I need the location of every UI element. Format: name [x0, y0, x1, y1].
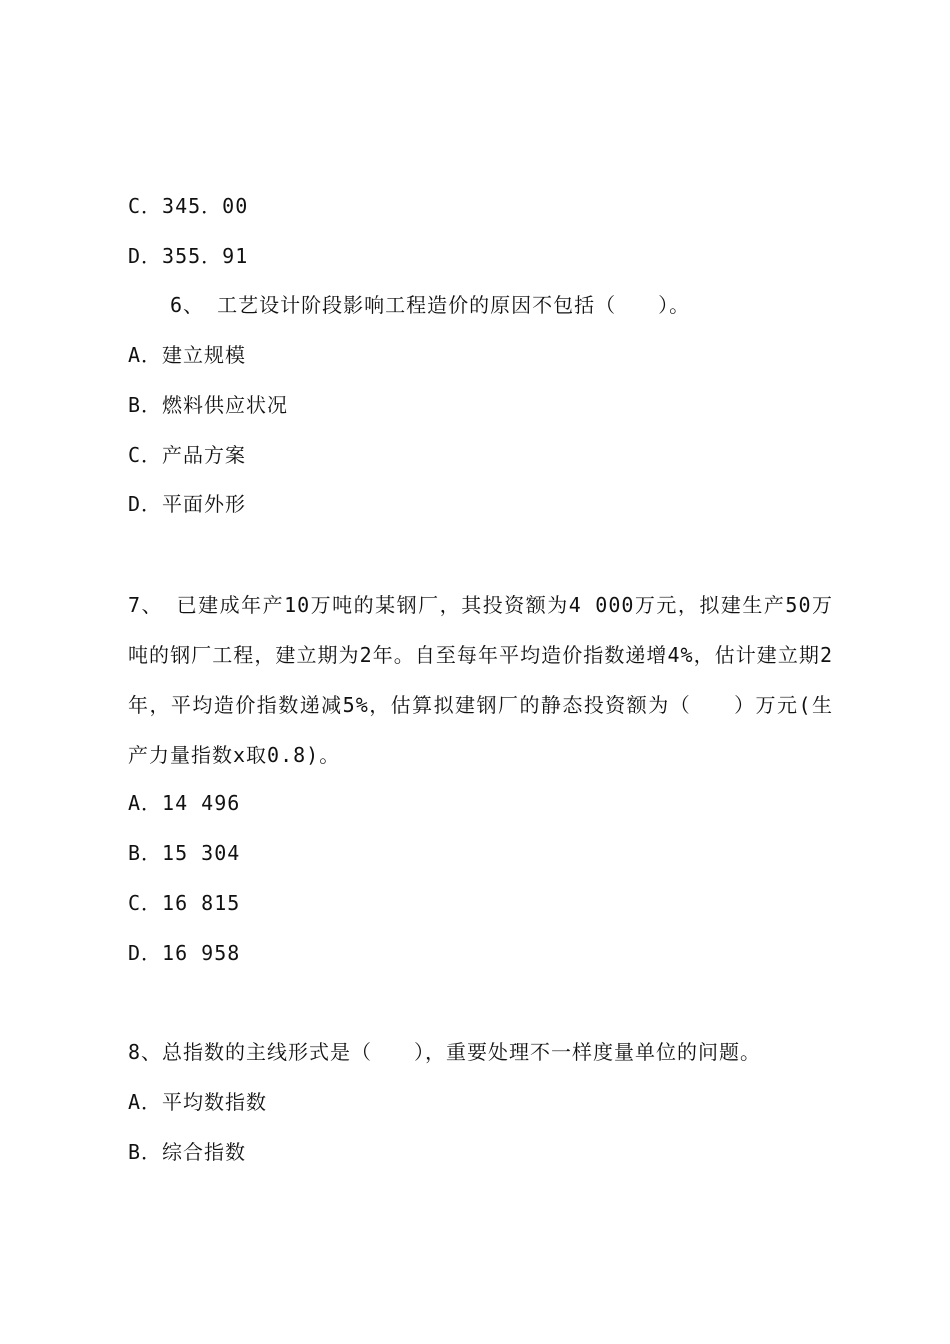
- q5-option-d: D．355．91: [128, 244, 249, 268]
- q7-stem: 7、 已建成年产10万吨的某钢厂，其投资额为4 000万元，拟建生产50万吨的钢厂工程，建立期为2年。自至每年平均造价指数递增4%，估计建立期2年，平均造价指数递减5%，估算拟建钢厂的静态投资额为（ ）万元(生产力量指数x取0.8)。: [128, 593, 833, 767]
- q7-option-c: C．16 815: [128, 891, 241, 915]
- q8-stem: 8、总指数的主线形式是（ ），重要处理不一样度量单位的问题。: [128, 1040, 762, 1064]
- q5-option-c: C．345．00: [128, 194, 249, 218]
- q6-option-c: C．产品方案: [128, 443, 247, 467]
- q7-option-a: A．14 496: [128, 791, 241, 815]
- q6-option-b: B．燃料供应状况: [128, 393, 289, 417]
- q8-option-a: A．平均数指数: [128, 1090, 268, 1114]
- q6-option-d: D．平面外形: [128, 492, 247, 516]
- q8-option-b: B．综合指数: [128, 1140, 247, 1164]
- q6-stem: 6、 工艺设计阶段影响工程造价的原因不包括（ ）。: [170, 293, 691, 317]
- q7-option-b: B．15 304: [128, 841, 241, 865]
- q7-option-d: D．16 958: [128, 941, 241, 965]
- q6-option-a: A．建立规模: [128, 343, 247, 367]
